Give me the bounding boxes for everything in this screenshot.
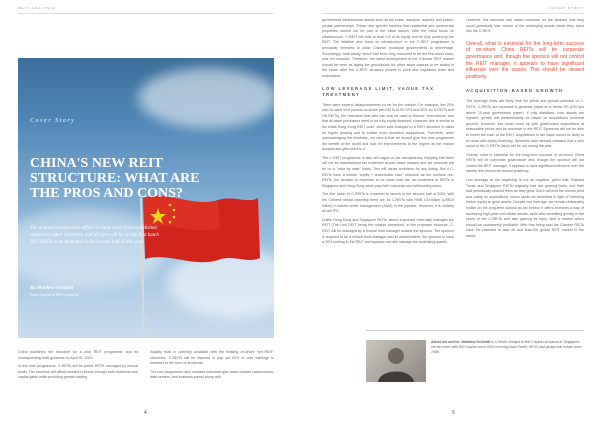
left-bottom-col-2 [150,350,274,384]
paragraph: Unlike Hong Kong and Singapore REITs, where a sponsor externally manages the REIT (The Link REIT being the notable exception), in the proposed structure, C-REIT will be managed by a mutual fund manager outside the sponsor. The sponsor is required to be a mutual fund manager and its shareholders, the sponsor to have a 20% holding in the REIT and appears can still manage the underlying assets. [322,217,454,245]
cover-title: CHINA'S NEW REIT STRUCTURE: WHAT ARE THE PROS AND CONS? [30,156,200,201]
paragraph: China published the structure for a pilot REIT programme and its corresponding draft guidance on April 30, 2020. [18,350,138,360]
cover-kicker: Cover Story [30,118,76,124]
paragraph: There were several disappointments so far for the market. For example, the 20% loan to value limit (versus on-shore pre-REITs at 50-70% and 50% for S-REITs and HK-REITs), the restriction that debt can only be used to finance "renovations" and that all asset purchases need to be fully equity financed. However, this is similar to the initial Hong Kong REIT code, which was changed to a REIT structure to allow for higher gearing and to enable more accretive acquisitions. Therefore, while acknowledging the shortfalls, our view is that we should give this new programme the benefit of the doubt and look for improvements to the regime as the market accepts and gets used to it. [322,102,454,152]
pull-quote: Overall, what is essential for the long-term success of on-shore China REITs will be corporate governance and, though the sponsor will not control the REIT manager, it appears to have significant influence over the assets. This should be viewed positively. [466,40,584,80]
page-number-left: 4 [144,410,147,416]
bio-text: is a Senior Analyst at B&I Capital Ltd based in Singapore. He has been with B&I Capital since 2010 covering Asia-Pacific REITs and global real estate since 1998. [431,340,582,354]
paragraph: The first batch of C-REITs is expected to launch in the second half of 2020, with the Chinese media reporting there are 14 C-REITs with RMB 134 billion (US$19 billion) in assets under management (AUM) in the pipeline. However, it is unlikely all will IPO. [322,192,454,214]
running-header-left: REIT ANALYSIS [18,6,56,10]
page-number-right: 5 [452,410,455,416]
paragraph: government infrastructure assets such as toll roads, transport, airports, and public-private partnerships. These new specific mention that residential and commercial properties should not be part of the initial launch. With the initial focus on infrastructure, C-REIT will hold at least 1/3 of its equity and be fully pooled by the REIT. The initiative and focus on infrastructure in the C-REIT programme is principally intended to allow Chinese municipal governments to deleverage. Surprisingly, multi-family, which had been long rumoured to be the first asset class, was not included. Therefore, the latest development of the Chinese REIT market should be seen as laying the groundwork for other asset classes to be added in the future after the C-REIT structure proves to work and regulators learn and understand. [322,18,454,78]
subheading-leverage: LOW LEVERAGE LIMIT, VAGUE TAX TREATMENT [322,85,435,97]
paragraph: The new programme also includes industrial-type asset classes (warehouses, data centers, and business parks) along with [150,369,274,380]
bio-name: About the author: Matthew Schmidt [431,340,491,344]
paragraph: In this new programme, C-REITs will be public REITs managed by mutual funds. The structure will afford investors returns through both dividends and capital gains while providing greater trading [18,364,138,380]
header-rule-left [18,13,274,14]
paragraph: liquidity than is currently available with the existing on-shore "pre-REIT" structures. C-REITs will be required to pay out 90% of core earnings to investors in the form of dividends. [150,350,274,366]
cover-author: By Matthew Schmidt [30,286,74,291]
cover-author-role: Senior Analyst at B&I Capital Ltd [30,293,80,297]
paragraph: The leverage limits will likely limit the yields and growth potential of C-REITs. C-REITs are expected to generate yields at or below 5% (200 bps above 10-year government paper). If only stabilised, core assets are injected, growth will predominantly be based on acquisitions (external growth). However, this could come up with government acquisitions at reasonable prices and be accretive to the REIT. Sponsors will not be able to invest the cash of the REIT. Acquisitions in fair value would be likely to be done with equity financing. Sponsors have already released that a new round of the C-REITs (land) will be out during the year. [466,99,584,149]
author-bio [431,340,584,355]
paragraph: Overall, what is essential for the long-term success of on-shore China REITs will be corporate governance and, though the sponsor will not control the REIT manager, it appears to have significant influence over the assets; this should be viewed positively. [466,152,584,174]
article-column-1 [322,18,454,249]
paragraph: However, this structure has raised concerns for the sponsor that they could potentially lose control of the underlying assets which they inject into the C-REIT. [466,18,584,34]
paragraph: The C-REIT programme is also still vague on tax transparency, implying that there will not be standardised tax treatment across asset classes and tax amounts will be on a "case by case" basis. This will cause confusion for any listing. But if C-REITs have a similar "equity + shareholder loan" structure as the onshore pre-REITs, the taxation is expected to be lower than the tax treatment of REITs in Singapore and Hong Kong which pay both corporate and withholding taxes. [322,155,454,188]
bio-divider [366,330,584,331]
header-rule-right [322,13,584,14]
author-photo [366,340,426,382]
running-header-right: COVER STORY [549,6,584,10]
cover-dek: The announced structure differs in many ways from established regimes in other countries, and all eyes will be on the first batch of C-REITs to be launched in the second half of this year. [30,226,159,245]
article-column-2 [466,18,584,243]
subheading-acquisition: ACQUISITION-BASED GROWTH [466,88,564,94]
paragraph: Low leverage at the beginning is not all negative, given that Thailand Trusts and Singapore REITs originally had low gearing limits, and both had periodically relaxed them as they grew. But it will limit the overall yield and clarity on acquisitions, which would be beneficial in light of investing further equity to grow assets. Despite low leverage, we remain reasonably bullish on the long-term outlook as we believe it offers investors a way of accessing high-yield real estate assets, while also benefiting greatly in the years of the C-REITs and also gaining its early, with a market which should be consistently profitable. With that being said the Chinese REITs have the potential to take off and lead the global REIT market in the future. [466,178,584,238]
left-bottom-col-1 [18,350,138,384]
